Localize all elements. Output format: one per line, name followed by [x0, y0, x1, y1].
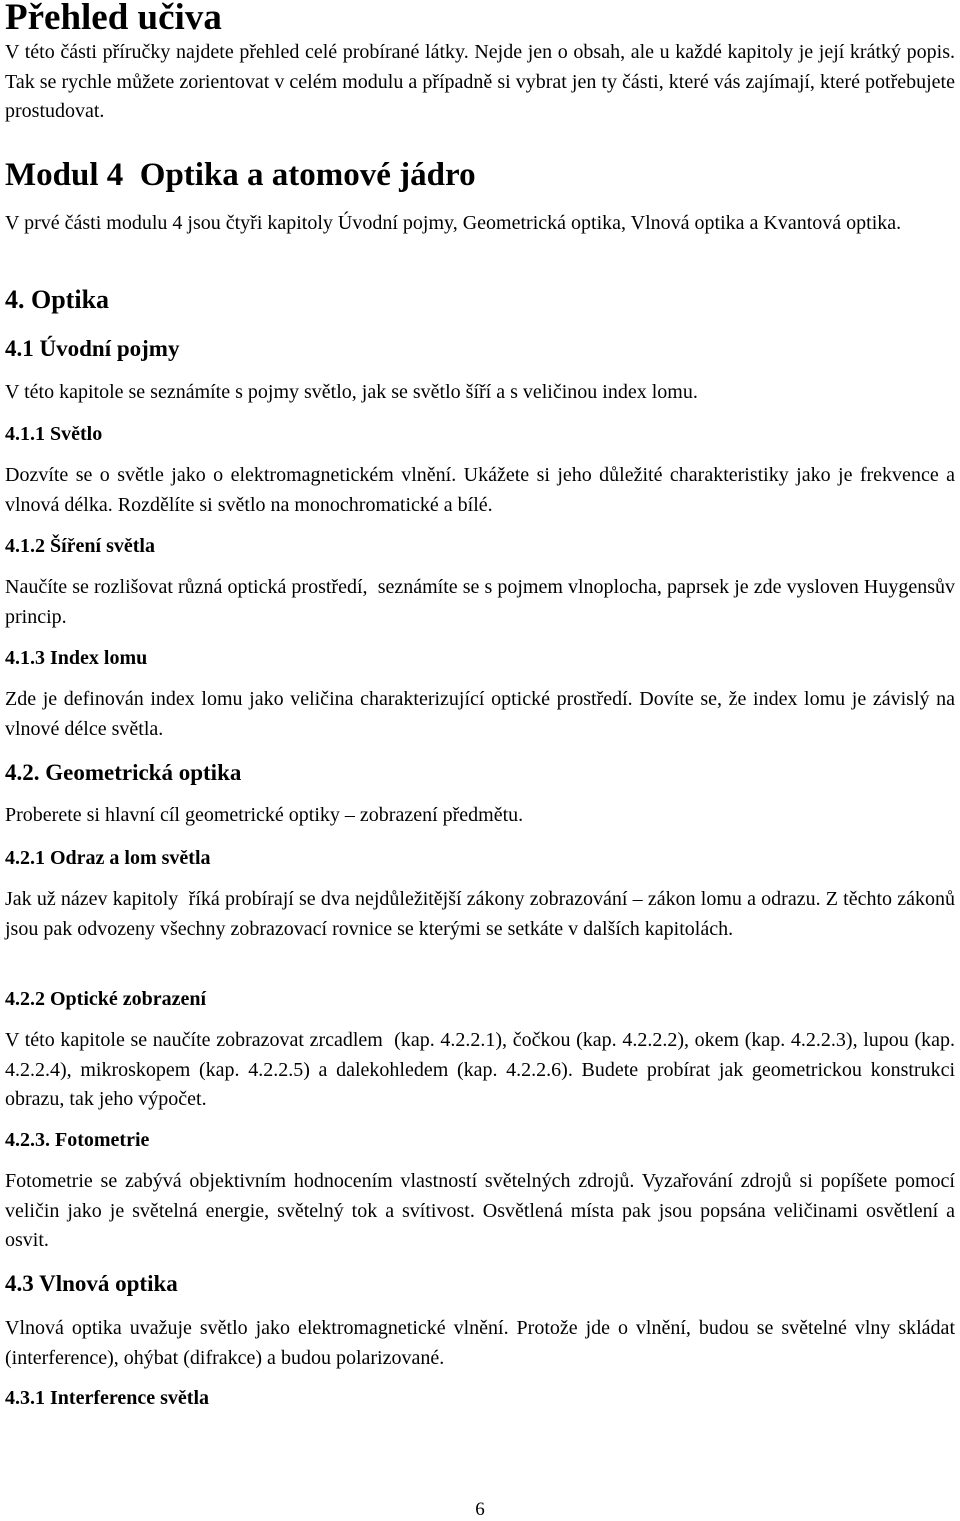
section-4-1-heading: 4.1 Úvodní pojmy [5, 336, 180, 361]
section-4-1-1-paragraph: Dozvíte se o světle jako o elektromagnetickém vlnění. Ukážete si jeho důležité charakteristiky jako je frekvence a vlnová délka. Rozdělíte si světlo na monochromatické a bílé. [5, 464, 955, 516]
section-4-1-2-heading: 4.1.2 Šíření světla [5, 535, 155, 557]
section-4-1-2-paragraph: Naučíte se rozlišovat různá optická prostředí, seznámíte se s pojmem vlnoplocha, paprsek je zde vysloven Huygensův princip. [5, 576, 960, 628]
section-4-2-3-paragraph: Fotometrie se zabývá objektivním hodnocením vlastností světelných zdrojů. Vyzařování zdrojů si popíšete pomocí veličin jako je světelná energie, světelný tok a svítivost. Osvětlená místa pak jsou popsána veličinami osvětlení a osvit. [5, 1170, 955, 1251]
page-title: Přehled učiva [5, 0, 222, 38]
section-4-3-1-heading: 4.3.1 Interference světla [5, 1387, 210, 1409]
section-4-2-3-heading: 4.2.3. Fotometrie [5, 1129, 150, 1151]
section-4-2-paragraph: Proberete si hlavní cíl geometrické optiky – zobrazení předmětu. [5, 804, 524, 826]
section-4-2-1-heading: 4.2.1 Odraz a lom světla [5, 847, 211, 869]
section-4-2-2-paragraph: V této kapitole se naučíte zobrazovat zrcadlem (kap. 4.2.2.1), čočkou (kap. 4.2.2.2), okem (kap. 4.2.2.3), lupou (kap. 4.2.2.4), mikroskopem (kap. 4.2.2.5) a dalekohledem (kap. 4.2.2.6). Budete probírat jak geometrickou konstrukci obrazu, tak jeho výpočet. [5, 1029, 960, 1110]
section-4-3-heading: 4.3 Vlnová optika [5, 1271, 178, 1296]
module-heading: Modul 4 Optika a atomové jádro [5, 157, 476, 193]
section-4-1-paragraph: V této kapitole se seznámíte s pojmy světlo, jak se světlo šíří a s veličinou index lomu. [5, 381, 698, 403]
section-4-2-1-paragraph: Jak už název kapitoly říká probírají se dva nejdůležitější zákony zobrazování – zákon lomu a odrazu. Z těchto zákonů jsou pak odvozeny všechny zobrazovací rovnice se kterými se setkáte v dalších kapitolách. [5, 888, 960, 940]
section-4-3-paragraph: Vlnová optika uvažuje světlo jako elektromagnetické vlnění. Protože jde o vlnění, budou se světelné vlny skládat (interference), ohýbat (difrakce) a budou polarizované. [5, 1317, 955, 1369]
page-number: 6 [475, 1499, 485, 1520]
section-4-2-2-heading: 4.2.2 Optické zobrazení [5, 988, 207, 1010]
section-4-1-3-heading: 4.1.3 Index lomu [5, 647, 148, 669]
section-4-1-1-heading: 4.1.1 Světlo [5, 423, 103, 445]
section-4-1-3-paragraph: Zde je definován index lomu jako veličina charakterizující optické prostředí. Dovíte se, že index lomu je závislý na vlnové délce světla. [5, 688, 955, 740]
intro-paragraph: V této části příručky najdete přehled celé probírané látky. Nejde jen o obsah, ale u každé kapitoly je její krátký popis. Tak se rychle můžete zorientovat v celém modulu a případně si vybrat jen ty části, které vás zajímají, které potřebujete prostudovat. [5, 41, 955, 122]
chapter-heading: 4. Optika [5, 285, 110, 314]
section-4-2-heading: 4.2. Geometrická optika [5, 760, 242, 785]
module-paragraph: V prvé části modulu 4 jsou čtyři kapitoly Úvodní pojmy, Geometrická optika, Vlnová optika a Kvantová optika. [5, 212, 902, 234]
